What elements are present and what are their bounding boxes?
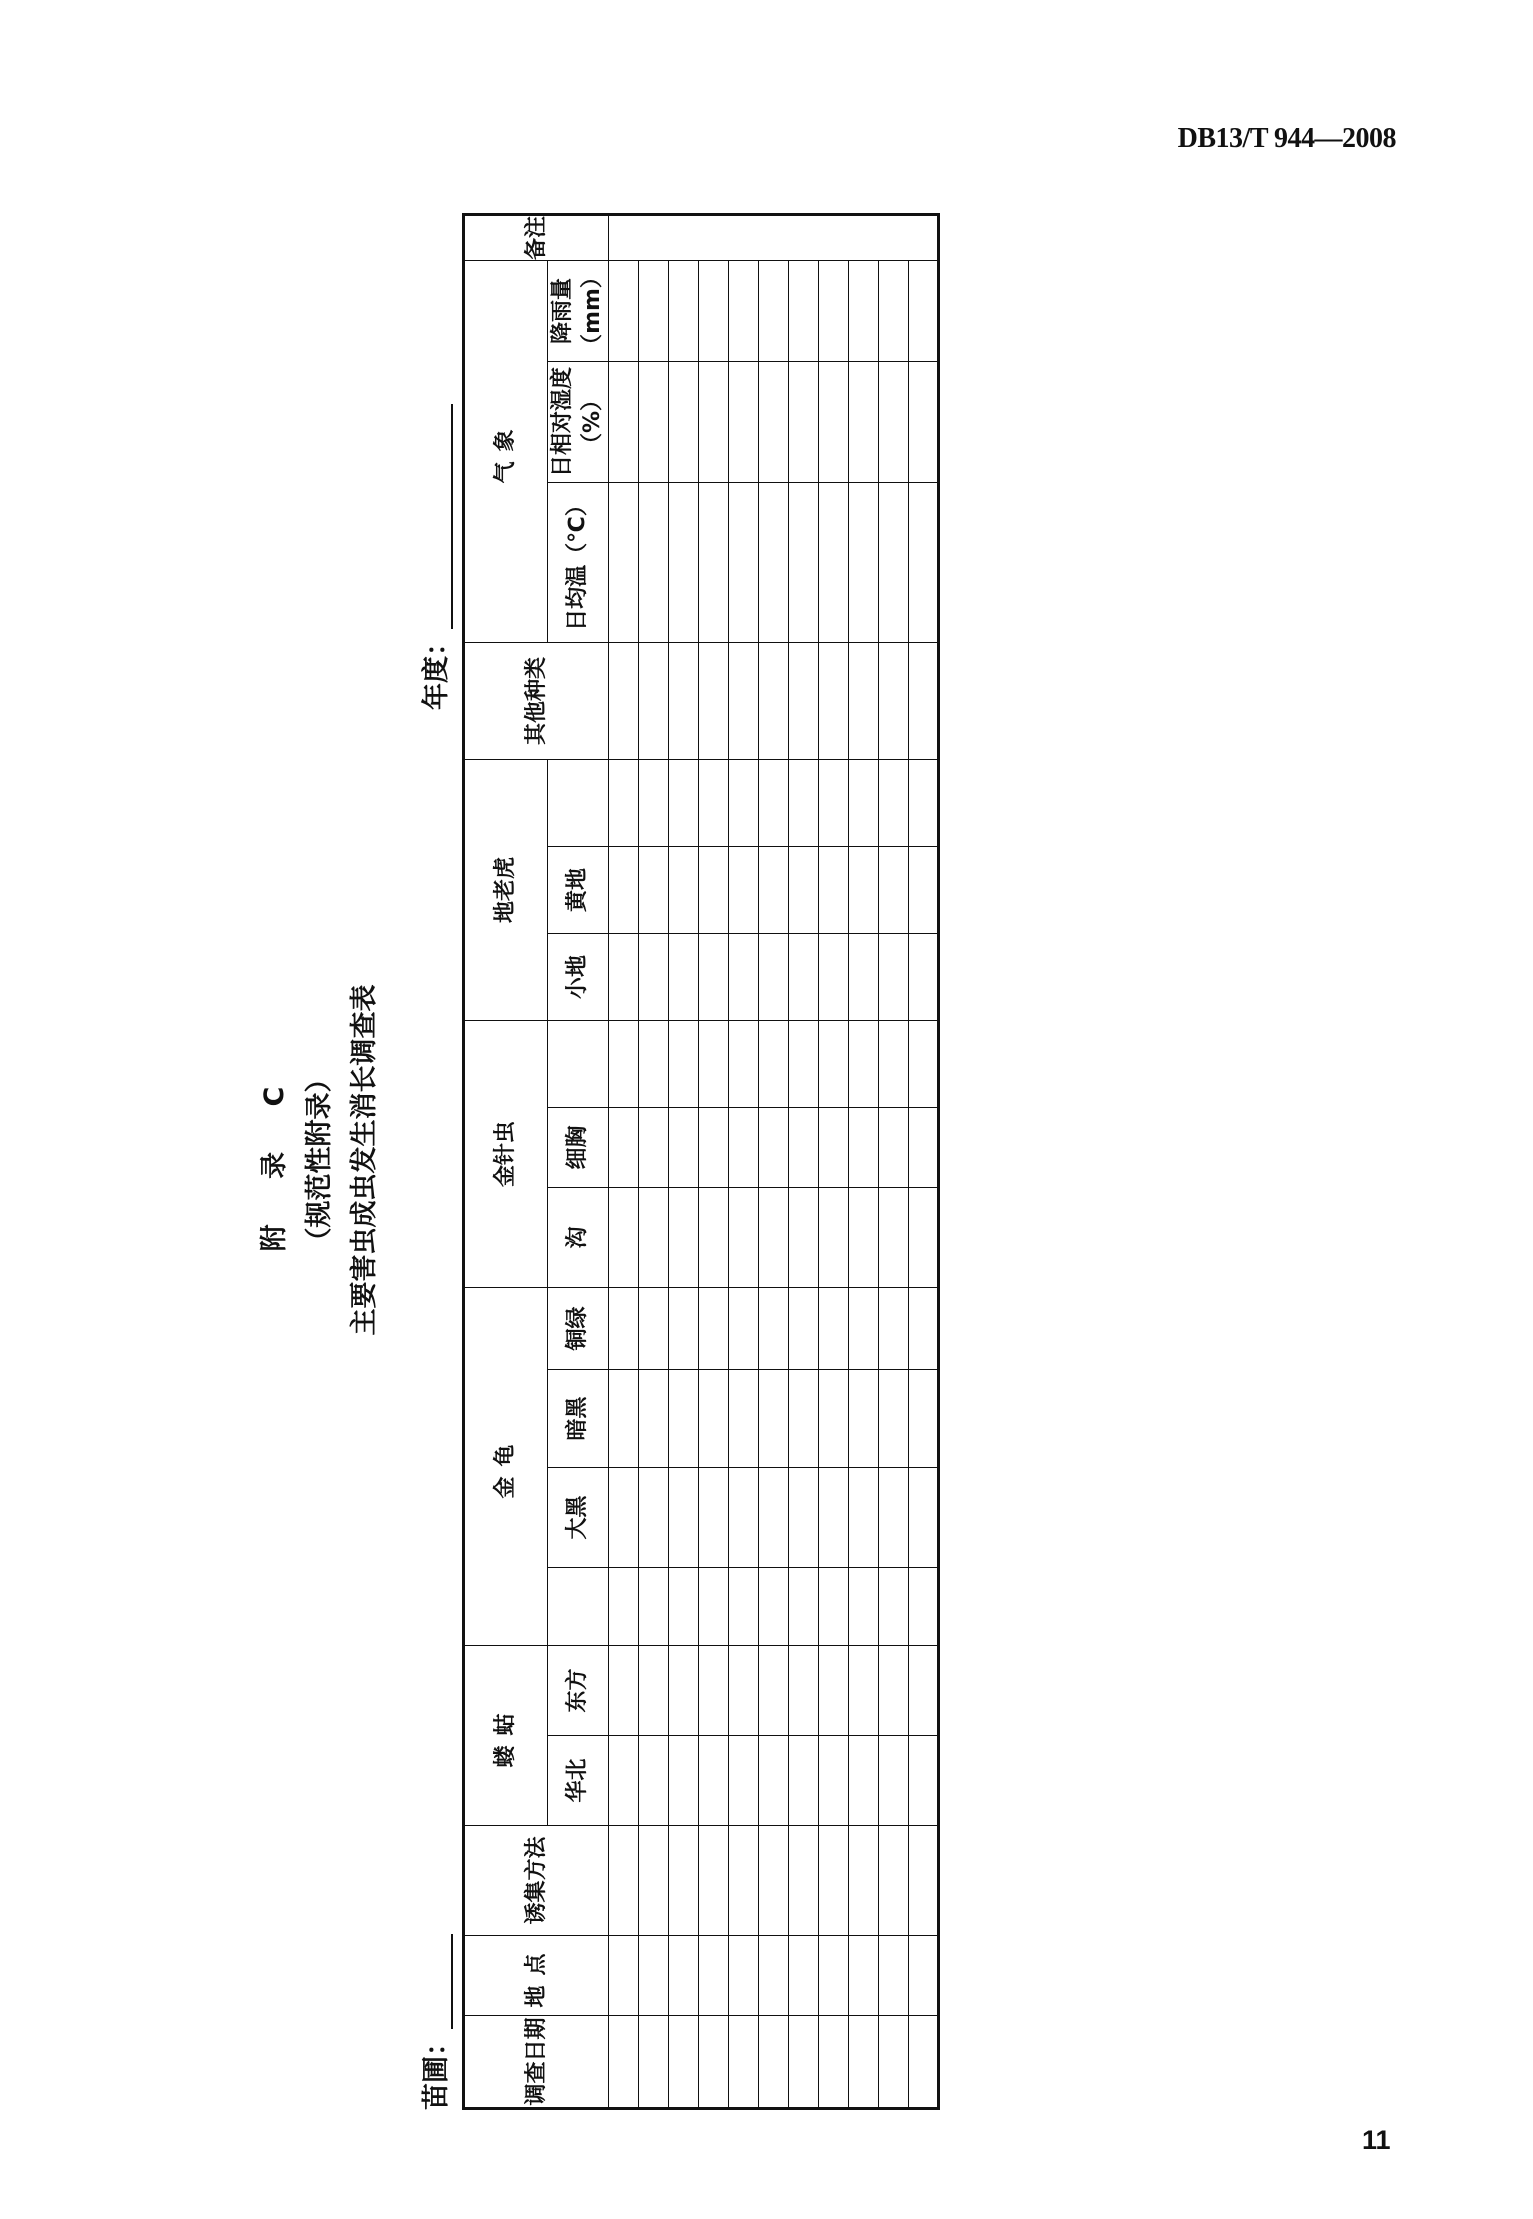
table-cell	[849, 1468, 879, 1568]
header-cutworm: 地老虎	[464, 760, 548, 1021]
table-cell	[819, 1826, 849, 1936]
table-cell	[729, 1468, 759, 1568]
table-cell	[699, 1736, 729, 1826]
table-cell	[819, 1188, 849, 1288]
table-cell	[639, 934, 669, 1021]
table-cell	[789, 483, 819, 643]
table-cell	[699, 847, 729, 934]
table-cell	[609, 1108, 639, 1188]
table-cell	[639, 1468, 669, 1568]
table-cell	[759, 1568, 789, 1646]
table-cell	[609, 1826, 639, 1936]
table-cell	[729, 1568, 759, 1646]
table-cell	[759, 362, 789, 483]
table-cell	[669, 1021, 699, 1108]
table-cell	[789, 1288, 819, 1370]
table-cell	[669, 1646, 699, 1736]
table-cell	[669, 2016, 699, 2109]
table-cell	[759, 1108, 789, 1188]
header-wireworm: 金针虫	[464, 1021, 548, 1288]
table-cell	[789, 1936, 819, 2016]
table-cell	[849, 1108, 879, 1188]
table-cell	[729, 1936, 759, 2016]
header-wire-gou: 沟	[548, 1188, 609, 1288]
appendix-title: 附 录 C	[259, 1068, 290, 1252]
table-cell	[849, 362, 879, 483]
table-cell	[879, 1568, 909, 1646]
table-cell	[909, 1646, 939, 1736]
table-cell	[639, 643, 669, 760]
header-date: 调查日期	[464, 2016, 609, 2109]
table-cell	[849, 1370, 879, 1468]
table-cell	[729, 847, 759, 934]
table-cell	[879, 1468, 909, 1568]
header-rain: 降雨量（mm）	[548, 261, 609, 362]
table-cell	[609, 2016, 639, 2109]
table-cell	[819, 847, 849, 934]
table-cell	[909, 643, 939, 760]
table-cell	[879, 1288, 909, 1370]
table-cell	[639, 2016, 669, 2109]
table-cell	[669, 760, 699, 847]
header-humidity: 日相对湿度（%）	[548, 362, 609, 483]
table-cell	[669, 847, 699, 934]
table-cell	[909, 1468, 939, 1568]
header-temp: 日均温（℃）	[548, 483, 609, 643]
table-cell	[609, 934, 639, 1021]
table-cell	[879, 1370, 909, 1468]
table-cell	[759, 1736, 789, 1826]
table-row	[789, 214, 819, 2108]
table-cell	[609, 1021, 639, 1108]
table-cell	[699, 261, 729, 362]
table-cell	[849, 934, 879, 1021]
table-cell	[909, 362, 939, 483]
table-cell	[849, 261, 879, 362]
table-cell	[819, 1108, 849, 1188]
year-blank	[450, 404, 453, 629]
table-cell	[909, 1936, 939, 2016]
table-cell	[669, 1468, 699, 1568]
table-cell	[639, 1736, 669, 1826]
header-wire-xixiong: 细胸	[548, 1108, 609, 1188]
table-cell	[759, 1936, 789, 2016]
table-cell	[879, 847, 909, 934]
table-cell	[729, 643, 759, 760]
table-cell	[699, 1370, 729, 1468]
table-cell	[699, 1936, 729, 2016]
table-cell	[609, 483, 639, 643]
table-cell	[879, 1936, 909, 2016]
table-cell	[909, 1826, 939, 1936]
table-cell	[849, 483, 879, 643]
table-cell	[729, 1188, 759, 1288]
table-cell	[759, 1288, 789, 1370]
table-cell	[699, 1108, 729, 1188]
table-cell	[609, 1188, 639, 1288]
table-cell	[849, 1936, 879, 2016]
table-cell	[759, 483, 789, 643]
table-cell	[819, 261, 849, 362]
table-cell	[909, 261, 939, 362]
table-cell	[759, 1826, 789, 1936]
table-cell	[789, 261, 819, 362]
table-cell	[789, 1568, 819, 1646]
table-cell	[729, 261, 759, 362]
table-cell	[789, 760, 819, 847]
table-cell	[909, 483, 939, 643]
table-cell	[819, 760, 849, 847]
table-cell	[819, 1936, 849, 2016]
table-cell	[879, 934, 909, 1021]
table-cell	[609, 1468, 639, 1568]
table-cell	[639, 760, 669, 847]
table-cell	[849, 847, 879, 934]
table-cell	[909, 1370, 939, 1468]
table-cell	[639, 847, 669, 934]
table-cell	[909, 1568, 939, 1646]
table-cell	[879, 2016, 909, 2109]
table-cell	[669, 1736, 699, 1826]
table-cell	[879, 261, 909, 362]
table-row	[879, 214, 909, 2108]
year-field	[414, 404, 453, 710]
nursery-field	[414, 1934, 453, 2110]
table-cell	[849, 1736, 879, 1826]
table-cell	[789, 847, 819, 934]
table-cell	[759, 643, 789, 760]
table-cell	[909, 1736, 939, 1826]
table-cell	[699, 483, 729, 643]
table-cell	[909, 847, 939, 934]
table-cell	[819, 1468, 849, 1568]
table-cell	[879, 1108, 909, 1188]
table-cell	[819, 362, 849, 483]
table-cell	[819, 934, 849, 1021]
header-cut-huangdi: 黄地	[548, 847, 609, 934]
table-cell	[669, 483, 699, 643]
table-cell	[669, 362, 699, 483]
table-cell	[729, 760, 759, 847]
header-mole-cricket: 蝼蛄	[464, 1646, 548, 1826]
table-cell	[609, 1370, 639, 1468]
table-cell	[729, 2016, 759, 2109]
table-cell	[759, 847, 789, 934]
table-cell	[639, 1936, 669, 2016]
table-cell	[789, 1736, 819, 1826]
table-cell	[699, 1288, 729, 1370]
table-cell	[699, 362, 729, 483]
table-cell	[639, 1826, 669, 1936]
table-row	[819, 214, 849, 2108]
table-cell	[789, 1646, 819, 1736]
table-cell	[879, 1188, 909, 1288]
table-cell	[849, 643, 879, 760]
table-cell	[669, 1370, 699, 1468]
table-cell	[849, 1288, 879, 1370]
table-cell	[699, 1021, 729, 1108]
nursery-blank	[450, 1934, 453, 2029]
header-chafer-empty	[548, 1568, 609, 1646]
table-cell	[789, 1468, 819, 1568]
table-cell	[699, 1568, 729, 1646]
table-cell	[699, 2016, 729, 2109]
header-method: 诱集方法	[464, 1826, 609, 1936]
table-cell	[879, 483, 909, 643]
table-cell	[669, 934, 699, 1021]
table-cell	[609, 1936, 639, 2016]
table-cell	[819, 1646, 849, 1736]
table-cell	[639, 1188, 669, 1288]
header-mole-huabei: 华北	[548, 1736, 609, 1826]
rotated-page-content	[259, 210, 1162, 2110]
page-number: 11	[1362, 2125, 1391, 2155]
table-cell	[669, 1288, 699, 1370]
table-cell	[699, 934, 729, 1021]
table-row	[909, 214, 939, 2108]
table-cell	[879, 1736, 909, 1826]
header-cut-empty	[548, 760, 609, 847]
table-cell	[819, 1021, 849, 1108]
table-cell	[789, 1370, 819, 1468]
standard-code: DB13/T 944—2008	[1177, 123, 1396, 154]
table-cell	[639, 1288, 669, 1370]
table-row	[669, 214, 699, 2108]
table-cell	[669, 1568, 699, 1646]
table-cell	[909, 2016, 939, 2109]
table-cell	[819, 1736, 849, 1826]
table-cell	[759, 1021, 789, 1108]
table-cell	[699, 1468, 729, 1568]
table-cell	[729, 1021, 759, 1108]
table-cell	[609, 362, 639, 483]
header-remarks: 备注	[464, 214, 609, 260]
table-cell	[669, 643, 699, 760]
table-cell	[759, 1468, 789, 1568]
table-cell	[909, 1021, 939, 1108]
table-row	[639, 214, 669, 2108]
table-cell	[699, 760, 729, 847]
table-cell	[759, 760, 789, 847]
table-cell	[669, 1108, 699, 1188]
table-cell	[669, 1826, 699, 1936]
table-cell	[729, 934, 759, 1021]
table-cell	[639, 483, 669, 643]
table-cell	[609, 1568, 639, 1646]
header-cut-xiaodi: 小地	[548, 934, 609, 1021]
table-cell	[909, 1108, 939, 1188]
table-cell	[789, 1188, 819, 1288]
table-cell	[729, 1826, 759, 1936]
table-row	[609, 214, 639, 2108]
table-row	[699, 214, 729, 2108]
table-cell	[699, 1826, 729, 1936]
table-cell	[789, 2016, 819, 2109]
table-cell	[639, 1646, 669, 1736]
survey-table	[462, 213, 940, 2110]
table-cell	[639, 1370, 669, 1468]
table-cell	[819, 483, 849, 643]
table-cell	[819, 1288, 849, 1370]
table-cell	[819, 1568, 849, 1646]
header-chafer: 金龟	[464, 1288, 548, 1646]
nursery-label: 苗圃：	[421, 2029, 452, 2110]
table-cell	[609, 760, 639, 847]
table-cell	[849, 760, 879, 847]
table-cell	[699, 643, 729, 760]
table-cell	[789, 934, 819, 1021]
table-cell	[789, 1021, 819, 1108]
table-cell	[789, 1108, 819, 1188]
header-weather: 气象	[464, 261, 548, 643]
table-cell	[609, 847, 639, 934]
table-cell	[609, 261, 639, 362]
table-cell	[669, 261, 699, 362]
table-row	[849, 214, 879, 2108]
table-cell	[819, 643, 849, 760]
table-cell	[699, 1188, 729, 1288]
table-cell	[729, 1736, 759, 1826]
table-cell	[609, 1288, 639, 1370]
table-cell	[609, 643, 639, 760]
table-cell	[729, 1370, 759, 1468]
table-cell	[819, 2016, 849, 2109]
table-cell	[639, 261, 669, 362]
table-cell	[879, 643, 909, 760]
table-cell	[849, 1021, 879, 1108]
table-cell	[879, 1646, 909, 1736]
header-chafer-tonglv: 铜绿	[548, 1288, 609, 1370]
table-cell	[849, 2016, 879, 2109]
table-cell	[609, 1736, 639, 1826]
table-cell	[849, 1646, 879, 1736]
header-chafer-anhei: 暗黑	[548, 1370, 609, 1468]
table-cell	[639, 1021, 669, 1108]
header-wire-empty	[548, 1021, 609, 1108]
table-cell	[789, 362, 819, 483]
table-cell	[759, 261, 789, 362]
table-cell	[879, 1021, 909, 1108]
table-cell	[849, 1568, 879, 1646]
table-cell	[729, 483, 759, 643]
table-cell	[699, 1646, 729, 1736]
header-site: 地点	[464, 1936, 609, 2016]
table-row	[729, 214, 759, 2108]
year-label: 年度：	[421, 629, 452, 710]
table-cell	[609, 1646, 639, 1736]
header-other: 其他种类	[464, 643, 609, 760]
table-cell	[639, 1568, 669, 1646]
table-cell	[639, 362, 669, 483]
table-cell	[849, 1188, 879, 1288]
table-cell	[759, 934, 789, 1021]
table-cell	[909, 934, 939, 1021]
table-title: 主要害虫成虫发生消长调查表	[349, 984, 380, 1336]
table-cell	[759, 1188, 789, 1288]
table-cell	[729, 1108, 759, 1188]
table-cell	[729, 1288, 759, 1370]
table-cell	[729, 362, 759, 483]
table-cell	[819, 1370, 849, 1468]
table-cell	[669, 1936, 699, 2016]
table-cell	[669, 1188, 699, 1288]
header-chafer-daheai: 大黑	[548, 1468, 609, 1568]
table-cell	[759, 1646, 789, 1736]
table-cell	[879, 760, 909, 847]
table-cell	[849, 1826, 879, 1936]
table-cell	[639, 1108, 669, 1188]
table-cell	[789, 1826, 819, 1936]
table-cell	[759, 1370, 789, 1468]
table-cell	[879, 362, 909, 483]
header-mole-dongfang: 东方	[548, 1646, 609, 1736]
table-cell	[909, 760, 939, 847]
table-cell	[789, 643, 819, 760]
table-row	[759, 214, 789, 2108]
table-cell	[759, 2016, 789, 2109]
table-cell	[909, 1288, 939, 1370]
table-cell	[909, 1188, 939, 1288]
table-cell	[879, 1826, 909, 1936]
appendix-type: （规范性附录）	[304, 1065, 335, 1255]
table-cell	[729, 1646, 759, 1736]
title-block	[252, 210, 387, 2110]
